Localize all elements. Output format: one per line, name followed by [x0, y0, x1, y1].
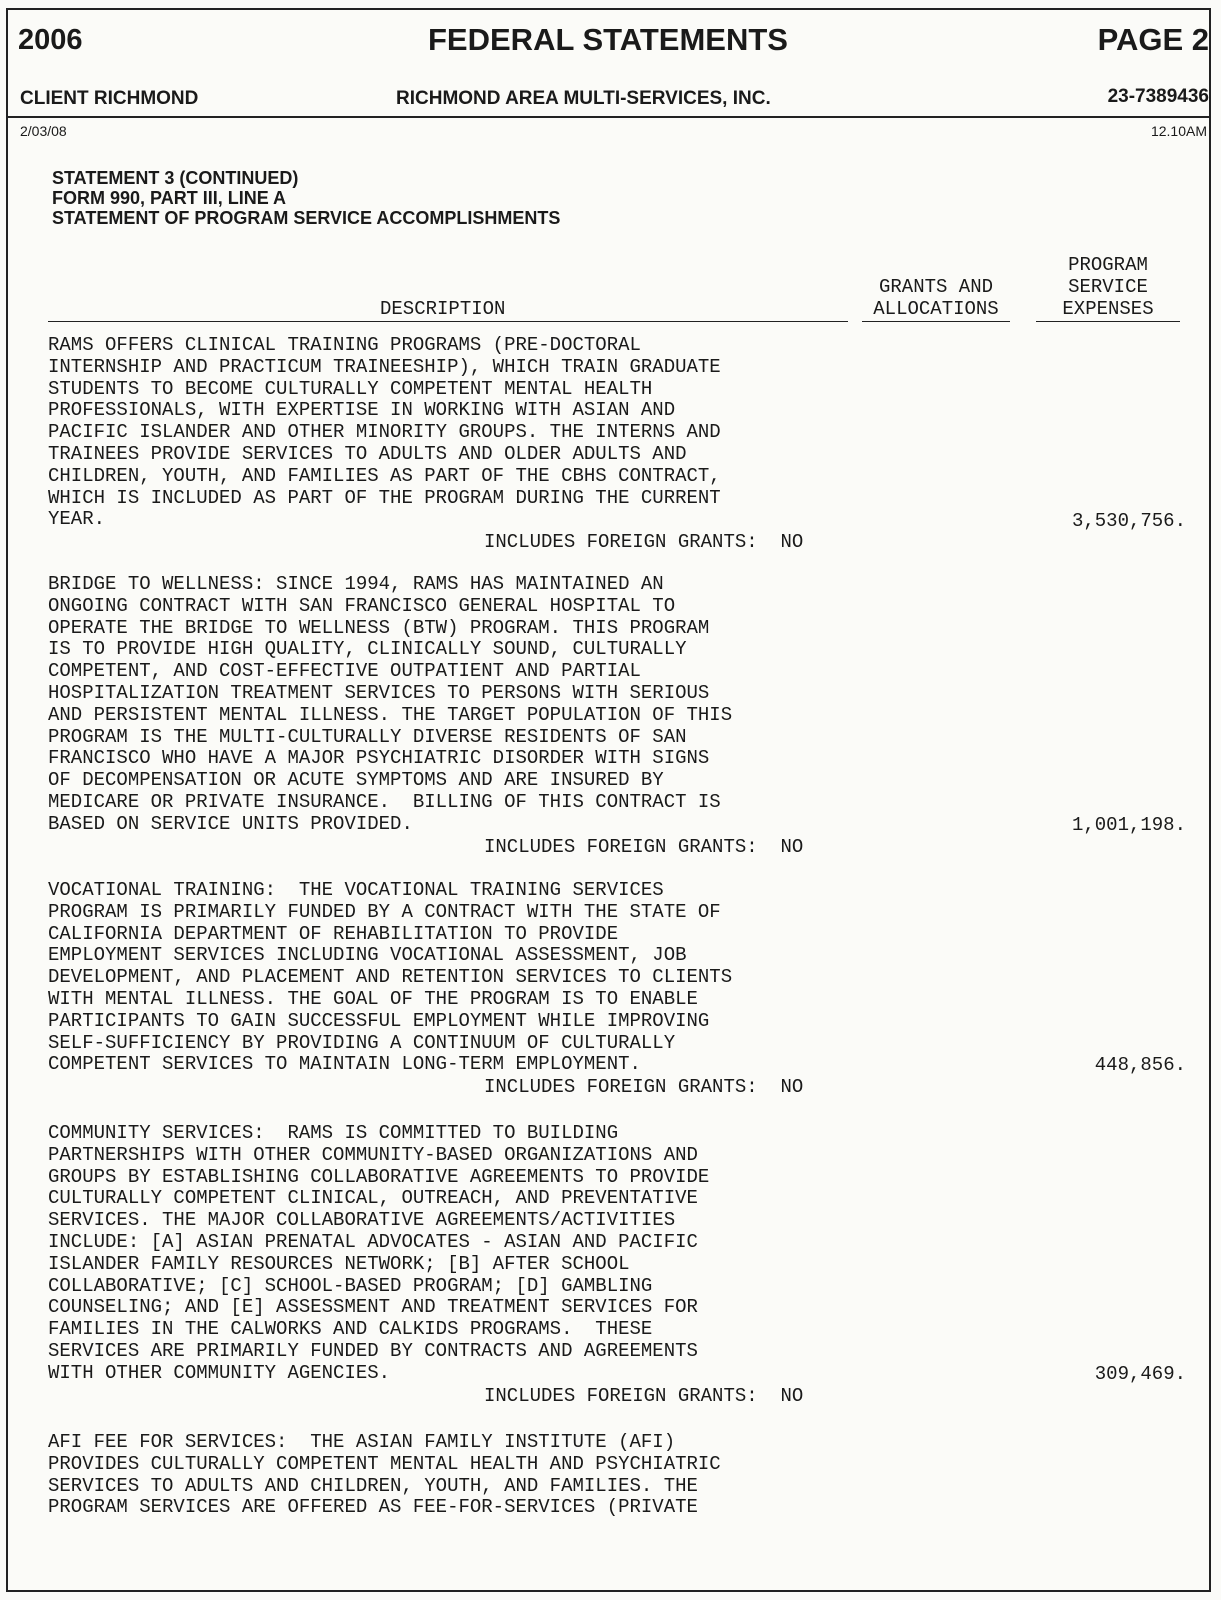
program-entry: [48, 1122, 1198, 1407]
header-rule: [8, 116, 1209, 118]
program-description: VOCATIONAL TRAINING: THE VOCATIONAL TRAINING SERVICES PROGRAM IS PRIMARILY FUNDED BY A CONTRACT WITH THE STATE OF CALIFORNIA DEPARTMENT OF REHABILITATION TO PROVIDE EMPLOYMENT SERVICES INCLUDING VOCATIONAL ASSESSMENT, JOB DEVELOPMENT, AND PLACEMENT AND RETENTION SERVICES TO CLIENTS WITH MENTAL ILLNESS. THE GOAL OF THE PROGRAM IS TO ENABLE PARTICIPANTS TO GAIN SUCCESSFUL EMPLOYMENT WHILE IMPROVING SELF-SUFFICIENCY BY PROVIDING A CONTINUUM OF CULTURALLY COMPETENT SERVICES TO MAINTAIN LONG-TERM EMPLOYMENT.: [48, 879, 733, 1076]
page-title: FEDERAL STATEMENTS: [428, 22, 788, 57]
program-service-expenses: 448,856.: [1094, 1054, 1186, 1076]
statement-heading: [52, 168, 560, 228]
program-description: COMMUNITY SERVICES: RAMS IS COMMITTED TO BUILDING PARTNERSHIPS WITH OTHER COMMUNITY-BASED ORGANIZATIONS AND GROUPS BY ESTABLISHING COLLABORATIVE AGREEMENTS TO PROVIDE CULTURALLY COMPETENT CLINICAL, OUTREACH, AND PREVENTATIVE SERVICES. THE MAJOR COLLABORATIVE AGREEMENTS/ACTIVITIES INCLUDE: [A] ASIAN PRENATAL ADVOCATES - ASIAN AND PACIFIC ISLANDER FAMILY RESOURCES NETWORK; [B] AFTER SCHOOL COLLABORATIVE; [C] SCHOOL-BASED PROGRAM; [D] GAMBLING COUNSELING; AND [E] ASSESSMENT AND TREATMENT SERVICES FOR FAMILIES IN THE CALWORKS AND CALKIDS PROGRAMS. THESE SERVICES ARE PRIMARILY FUNDED BY CONTRACTS AND AGREEMENTS WITH OTHER COMMUNITY AGENCIES.: [48, 1122, 710, 1384]
program-service-expenses: 1,001,198.: [1071, 814, 1186, 836]
program-entry: [48, 1432, 1198, 1519]
organization-name: RICHMOND AREA MULTI-SERVICES, INC.: [396, 88, 771, 109]
program-service-expenses: 3,530,756.: [1071, 510, 1186, 532]
program-entry: [48, 573, 1198, 858]
print-date: 2/03/08: [20, 123, 67, 139]
expenses-underline: [1036, 321, 1180, 322]
foreign-grants-note: INCLUDES FOREIGN GRANTS: NO: [484, 1076, 804, 1098]
statement-number: STATEMENT 3 (CONTINUED): [52, 168, 299, 188]
description-underline: [48, 321, 848, 322]
foreign-grants-note: INCLUDES FOREIGN GRANTS: NO: [484, 1385, 804, 1407]
client-name: CLIENT RICHMOND: [20, 88, 199, 109]
program-description: AFI FEE FOR SERVICES: THE ASIAN FAMILY INSTITUTE (AFI) PROVIDES CULTURALLY COMPETENT MENTAL HEALTH AND PSYCHIATRIC SERVICES TO ADULTS AND CHILDREN, YOUTH, AND FAMILIES. THE PROGRAM SERVICES ARE OFFERED AS FEE-FOR-SERVICES (PRIVATE: [48, 1431, 721, 1519]
ein: 23-7389436: [1107, 86, 1209, 107]
statement-title: STATEMENT OF PROGRAM SERVICE ACCOMPLISHMENTS: [52, 208, 561, 228]
program-description: RAMS OFFERS CLINICAL TRAINING PROGRAMS (PRE-DOCTORAL INTERNSHIP AND PRACTICUM TRAINEESHIP), WHICH TRAIN GRADUATE STUDENTS TO BECOME CULTURALLY COMPETENT MENTAL HEALTH PROFESSIONALS, WITH EXPERTISE IN WORKING WITH ASIAN AND PACIFIC ISLANDER AND OTHER MINORITY GROUPS. THE INTERNS AND TRAINEES PROVIDE SERVICES TO ADULTS AND OLDER ADULTS AND CHILDREN, YOUTH, AND FAMILIES AS PART OF THE CBHS CONTRACT, WHICH IS INCLUDED AS PART OF THE PROGRAM DURING THE CURRENT YEAR.: [48, 334, 721, 531]
grants-underline: [862, 321, 1010, 322]
column-header-expenses: PROGRAM SERVICE EXPENSES: [1062, 254, 1154, 320]
tax-year: 2006: [18, 24, 83, 56]
column-header-description: DESCRIPTION: [380, 298, 506, 320]
column-header-grants: GRANTS AND ALLOCATIONS: [873, 276, 999, 320]
statement-form-line: FORM 990, PART III, LINE A: [52, 188, 287, 208]
program-entry: [48, 334, 1198, 553]
program-service-expenses: 309,469.: [1094, 1363, 1186, 1385]
program-entry: [48, 879, 1198, 1098]
foreign-grants-note: INCLUDES FOREIGN GRANTS: NO: [484, 836, 804, 858]
program-description: BRIDGE TO WELLNESS: SINCE 1994, RAMS HAS MAINTAINED AN ONGOING CONTRACT WITH SAN FRANCISCO GENERAL HOSPITAL TO OPERATE THE BRIDGE TO WELLNESS (BTW) PROGRAM. THIS PROGRAM IS TO PROVIDE HIGH QUALITY, CLINICALLY SOUND, CULTURALLY COMPETENT, AND COST-EFFECTIVE OUTPATIENT AND PARTIAL HOSPITALIZATION TREATMENT SERVICES TO PERSONS WITH SERIOUS AND PERSISTENT MENTAL ILLNESS. THE TARGET POPULATION OF THIS PROGRAM IS THE MULTI-CULTURALLY DIVERSE RESIDENTS OF SAN FRANCISCO WHO HAVE A MAJOR PSYCHIATRIC DISORDER WITH SIGNS OF DECOMPENSATION OR ACUTE SYMPTOMS AND ARE INSURED BY MEDICARE OR PRIVATE INSURANCE. BILLING OF THIS CONTRACT IS BASED ON SERVICE UNITS PROVIDED.: [48, 573, 733, 835]
page-number: PAGE 2: [1097, 22, 1209, 57]
foreign-grants-note: INCLUDES FOREIGN GRANTS: NO: [484, 531, 804, 553]
print-time: 12.10AM: [1150, 123, 1207, 139]
